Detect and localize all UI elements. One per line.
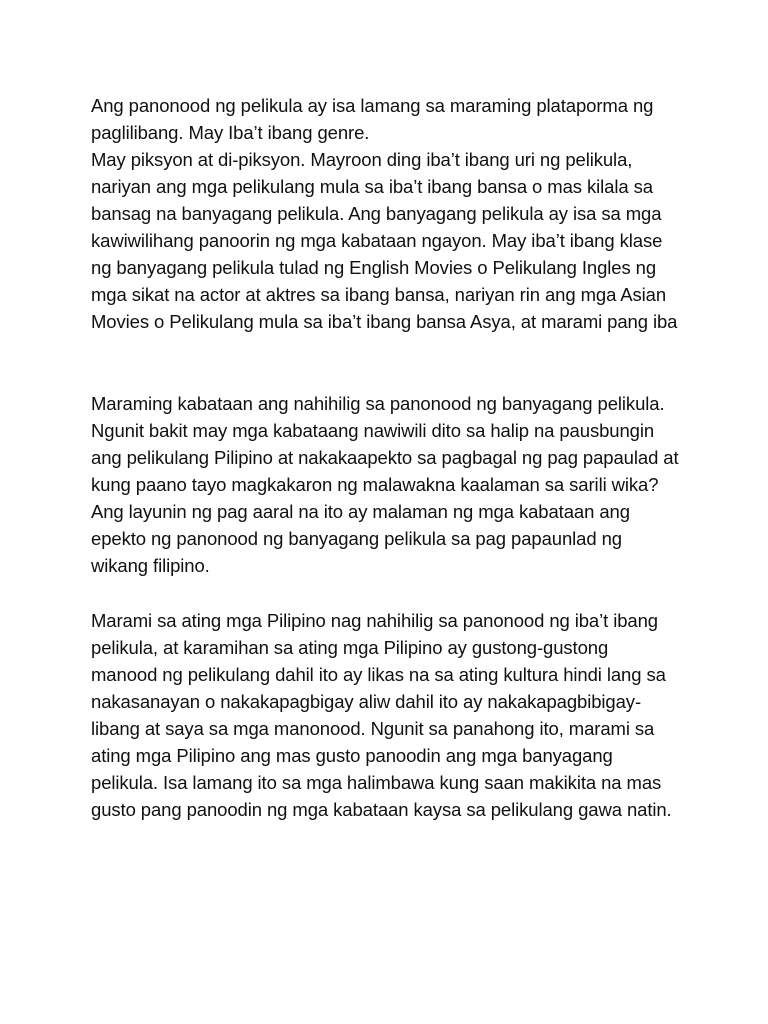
text-line: Maraming kabataan ang nahihilig sa panonood ng banyagang pelikula. [91,393,665,414]
text-line: bansag na banyagang pelikula. Ang banyagang pelikula ay isa sa mga [91,203,662,224]
paragraph-1 [91,92,691,335]
text-line: Movies o Pelikulang mula sa iba’t ibang bansa Asya, at marami pang iba [91,311,678,332]
text-line: ating mga Pilipino ang mas gusto panoodin ang mga banyagang [91,745,613,766]
text-line: Ngunit bakit may mga kabataang nawiwili dito sa halip na pausbungin [91,420,655,441]
text-line: gusto pang panoodin ng mga kabataan kaysa sa pelikulang gawa natin. [91,799,672,820]
text-line: epekto ng panonood ng banyagang pelikula sa pag papaunlad ng [91,528,622,549]
text-line: mga sikat na actor at aktres sa ibang bansa, nariyan rin ang mga Asian [91,284,667,305]
text-line: pelikula. Isa lamang ito sa mga halimbawa kung saan makikita na mas [91,772,662,793]
text-line: ng banyagang pelikula tulad ng English Movies o Pelikulang Ingles ng [91,257,657,278]
text-line: Ang panonood ng pelikula ay isa lamang sa maraming plataporma ng [91,95,654,116]
paragraph-3 [91,607,691,823]
text-line: Marami sa ating mga Pilipino nag nahihilig sa panonood ng iba’t ibang [91,610,658,631]
text-line: nakasanayan o nakakapagbigay aliw dahil ito ay nakakapagbibigay- [91,691,642,712]
text-line: ang pelikulang Pilipino at nakakaapekto sa pagbagal ng pag papaulad at [91,447,679,468]
text-line: nariyan ang mga pelikulang mula sa iba’t ibang bansa o mas kilala sa [91,176,653,197]
text-line: paglilibang. May Iba’t ibang genre. [91,122,370,143]
document-page [91,92,691,823]
text-line: pelikula, at karamihan sa ating mga Pilipino ay gustong-gustong [91,637,609,658]
paragraph-2 [91,390,691,579]
text-line: libang at saya sa mga manonood. Ngunit sa panahong ito, marami sa [91,718,655,739]
text-line: kawiwilihang panoorin ng mga kabataan ngayon. May iba’t ibang klase [91,230,663,251]
text-line: May piksyon at di-piksyon. Mayroon ding iba’t ibang uri ng pelikula, [91,149,633,170]
text-line: kung paano tayo magkakaron ng malawakna kaalaman sa sarili wika? [91,474,659,495]
text-line: wikang filipino. [91,555,210,576]
text-line: Ang layunin ng pag aaral na ito ay malaman ng mga kabataan ang [91,501,630,522]
text-line: manood ng pelikulang dahil ito ay likas na sa ating kultura hindi lang sa [91,664,666,685]
